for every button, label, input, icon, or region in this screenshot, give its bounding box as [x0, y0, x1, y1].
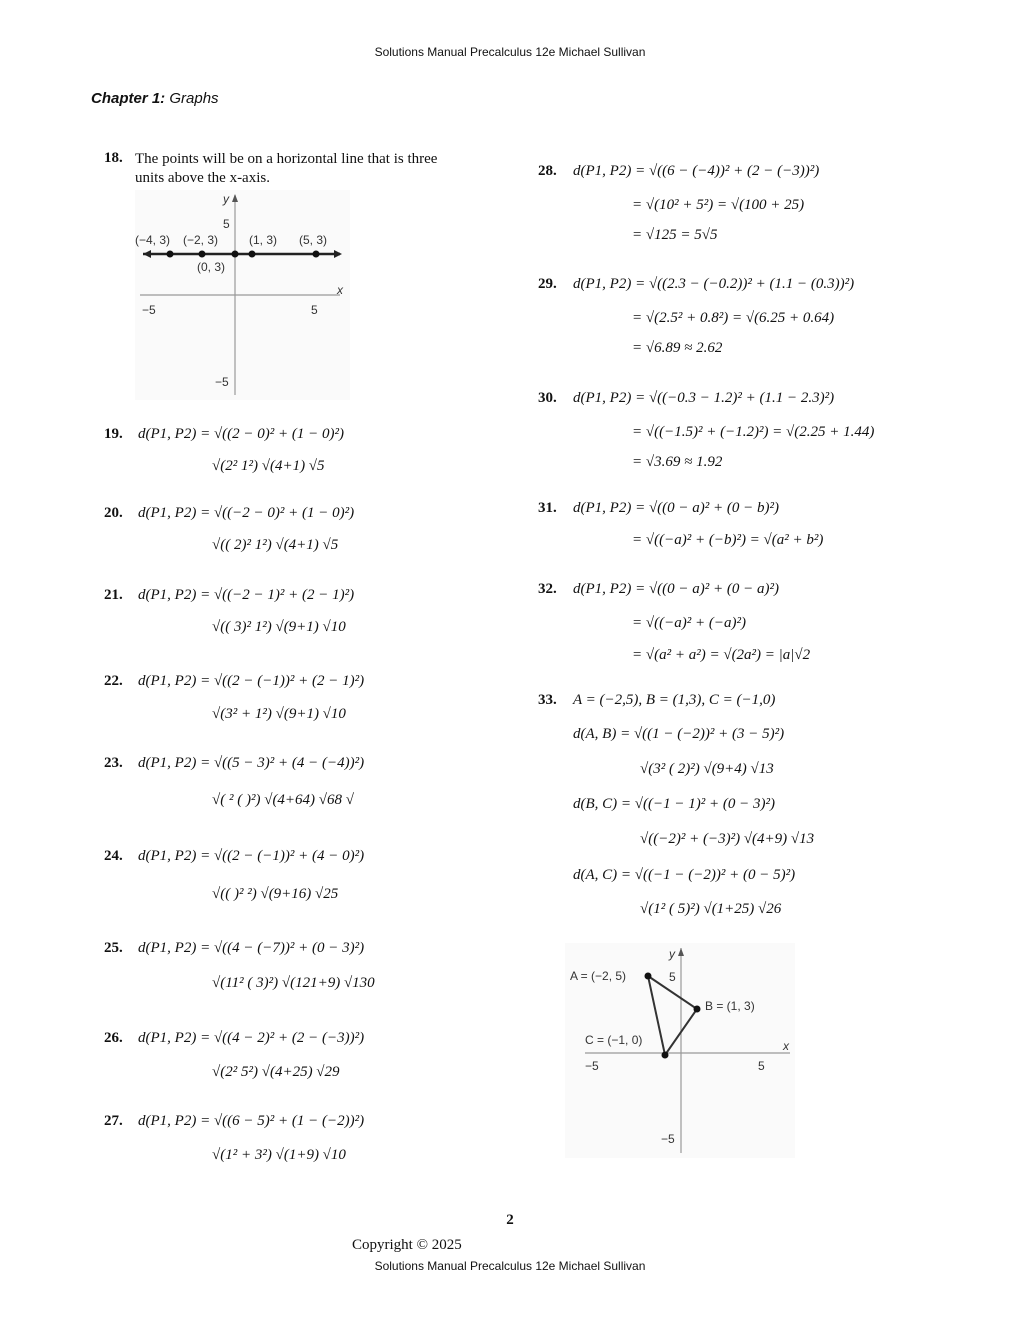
- equation-line: d(P1, P2) = √((5 − 3)² + (4 − (−4))²): [138, 755, 365, 771]
- problem-number: 28.: [538, 163, 557, 179]
- equation-line: d(P1, P2) = √((2 − 0)² + (1 − 0)²): [138, 426, 345, 442]
- tick-label: −5: [215, 375, 229, 389]
- equation-line: d(P1, P2) = √((4 − 2)² + (2 − (−3))²): [138, 1030, 365, 1046]
- chapter-heading: [91, 90, 219, 107]
- problem-number: 24.: [104, 848, 123, 864]
- equation-line: d(B, C) = √((−1 − 1)² + (0 − 3)²): [573, 796, 775, 812]
- point-label: B = (1, 3): [705, 999, 755, 1013]
- equation-line: = √3.69 ≈ 1.92: [632, 454, 723, 470]
- equation-line: √(1² + 3²) √(1+9) √10: [212, 1147, 346, 1163]
- graph-problem-33: [565, 943, 795, 1158]
- tick-label: 5: [223, 217, 230, 231]
- equation-line: √(( 3)² 1²) √(9+1) √10: [212, 619, 346, 635]
- tick-label: 5: [669, 970, 676, 984]
- point-label: (0, 3): [197, 260, 226, 274]
- equation-line: d(P1, P2) = √((6 − (−4))² + (2 − (−3))²): [573, 163, 820, 179]
- tick-label: 5: [311, 303, 318, 317]
- graph-problem-18: [135, 190, 350, 400]
- equation-line: = √(2.5² + 0.8²) = √(6.25 + 0.64): [632, 310, 835, 326]
- equation-line: d(P1, P2) = √((−2 − 1)² + (2 − 1)²): [138, 587, 355, 603]
- tick-label: −5: [661, 1132, 675, 1146]
- page-header: Solutions Manual Precalculus 12e Michael Sullivan: [374, 45, 646, 59]
- point-label: C = (−1, 0): [585, 1033, 643, 1047]
- equation-line: √( ² ( )²) √(4+64) √68 √: [212, 792, 355, 808]
- point-label: A = (−2, 5): [570, 969, 627, 983]
- point-label: (−4, 3): [135, 233, 171, 247]
- problem-number: 19.: [104, 426, 123, 442]
- equation-line: d(A, B) = √((1 − (−2))² + (3 − 5)²): [573, 726, 785, 742]
- chapter-label: Chapter 1:: [91, 90, 166, 107]
- equation-line: √(1² ( 5)²) √(1+25) √26: [640, 901, 782, 917]
- point-label: (−2, 3): [183, 233, 219, 247]
- problem-number: 21.: [104, 587, 123, 603]
- equation-line: d(P1, P2) = √((−0.3 − 1.2)² + (1.1 − 2.3)²): [573, 390, 835, 406]
- point-label: (5, 3): [299, 233, 328, 247]
- equation-line: d(A, C) = √((−1 − (−2))² + (0 − 5)²): [573, 867, 796, 883]
- equation-line: d(P1, P2) = √((2 − (−1))² + (2 − 1)²): [138, 673, 365, 689]
- problem-number: 23.: [104, 755, 123, 771]
- equation-line: = √(a² + a²) = √(2a²) = |a|√2: [632, 647, 811, 663]
- equation-line: √(( )² ²) √(9+16) √25: [212, 886, 339, 902]
- equation-line: d(P1, P2) = √((0 − a)² + (0 − b)²): [573, 500, 780, 516]
- tick-label: 5: [758, 1059, 765, 1073]
- problem-number: 29.: [538, 276, 557, 292]
- problem-number: 22.: [104, 673, 123, 689]
- page-number: 2: [506, 1212, 514, 1228]
- equation-line: d(P1, P2) = √((−2 − 0)² + (1 − 0)²): [138, 505, 355, 521]
- equation-line: = √6.89 ≈ 2.62: [632, 340, 723, 356]
- equation-line: d(P1, P2) = √((0 − a)² + (0 − a)²): [573, 581, 780, 597]
- problem-number: 32.: [538, 581, 557, 597]
- axis-label-y: y: [669, 947, 675, 961]
- equation-line: √((−2)² + (−3)²) √(4+9) √13: [640, 831, 815, 847]
- equation-line: √(3² + 1²) √(9+1) √10: [212, 706, 346, 722]
- problem-number: 20.: [104, 505, 123, 521]
- axis-label-x: x: [783, 1039, 789, 1053]
- problem-number: 33.: [538, 692, 557, 708]
- equation-line: √(2² 1²) √(4+1) √5: [212, 458, 325, 474]
- problem-number: 31.: [538, 500, 557, 516]
- copyright: Copyright © 2025: [352, 1237, 462, 1253]
- page-footer: Solutions Manual Precalculus 12e Michael Sullivan: [374, 1259, 646, 1273]
- axis-label-x: x: [337, 283, 343, 297]
- tick-label: −5: [585, 1059, 599, 1073]
- equation-line: = √((−a)² + (−a)²): [632, 615, 746, 631]
- equation-line: d(P1, P2) = √((6 − 5)² + (1 − (−2))²): [138, 1113, 365, 1129]
- equation-line: d(P1, P2) = √((4 − (−7))² + (0 − 3)²): [138, 940, 365, 956]
- point-label: (1, 3): [249, 233, 278, 247]
- axis-label-y: y: [223, 192, 229, 206]
- equation-line: = √125 = 5√5: [632, 227, 718, 243]
- problem-number: 30.: [538, 390, 557, 406]
- equation-line: d(P1, P2) = √((2.3 − (−0.2))² + (1.1 − (0.3))²): [573, 276, 855, 292]
- problem-text: The points will be on a horizontal line that is three units above the x-axis.: [135, 151, 438, 186]
- tick-label: −5: [142, 303, 156, 317]
- equation-line: d(P1, P2) = √((2 − (−1))² + (4 − 0)²): [138, 848, 365, 864]
- equation-line: √(( 2)² 1²) √(4+1) √5: [212, 537, 339, 553]
- equation-line: A = (−2,5), B = (1,3), C = (−1,0): [573, 692, 776, 708]
- equation-line: √(11² ( 3)²) √(121+9) √130: [212, 975, 375, 991]
- problem-number: 27.: [104, 1113, 123, 1129]
- equation-line: = √((−1.5)² + (−1.2)²) = √(2.25 + 1.44): [632, 424, 875, 440]
- equation-line: = √(10² + 5²) = √(100 + 25): [632, 197, 805, 213]
- equation-line: √(2² 5²) √(4+25) √29: [212, 1064, 340, 1080]
- equation-line: √(3² ( 2)²) √(9+4) √13: [640, 761, 774, 777]
- chapter-name: Graphs: [169, 90, 219, 107]
- equation-line: = √((−a)² + (−b)²) = √(a² + b²): [632, 532, 824, 548]
- problem-number: 25.: [104, 940, 123, 956]
- problem-number: 26.: [104, 1030, 123, 1046]
- problem-number: 18.: [104, 150, 123, 166]
